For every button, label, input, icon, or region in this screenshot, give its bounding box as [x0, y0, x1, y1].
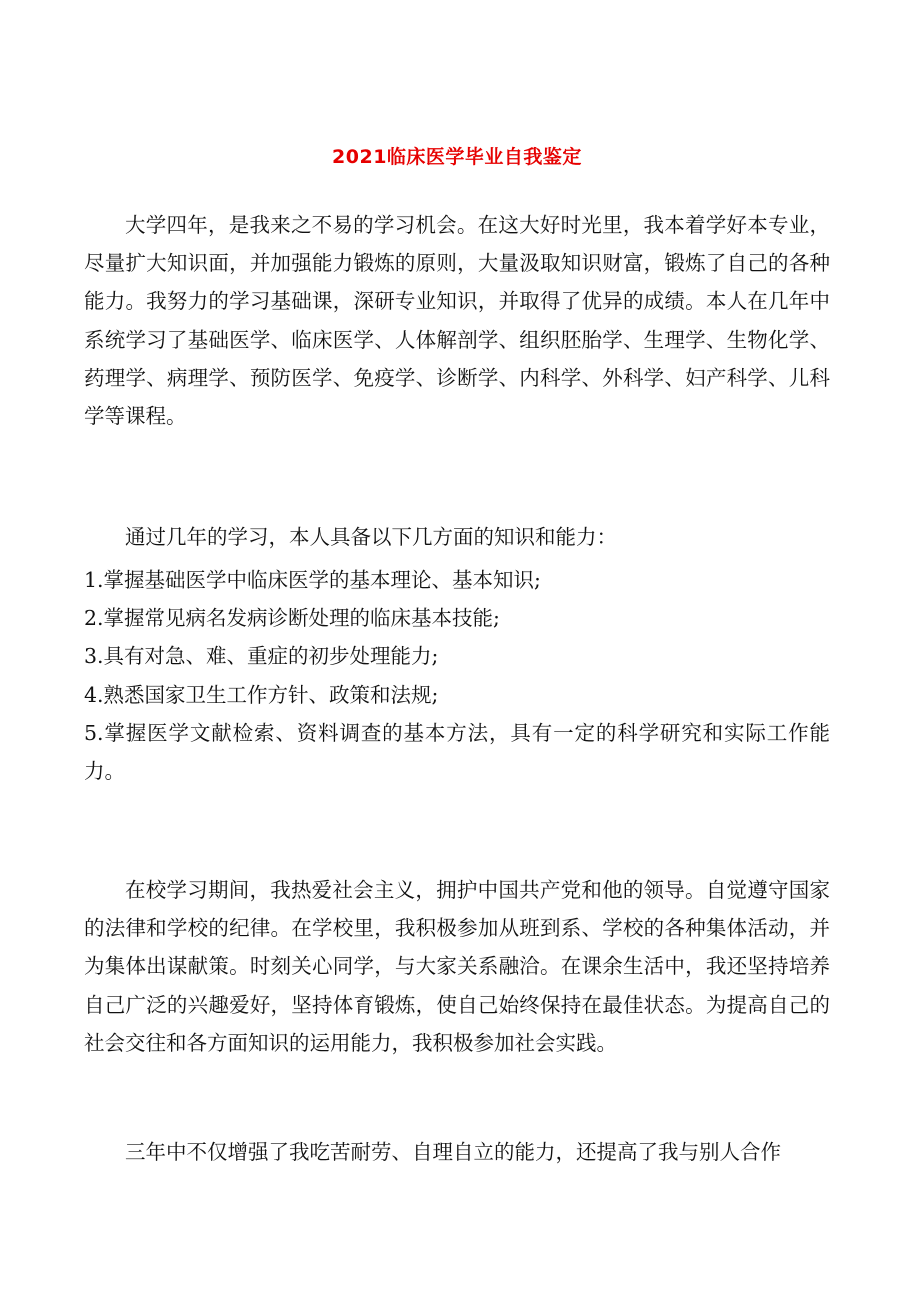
list-item: 3.具有对急、难、重症的初步处理能力; [84, 644, 439, 669]
document-title: 2021临床医学毕业自我鉴定 [332, 146, 582, 168]
paragraph-intro: 大学四年，是我来之不易的学习机会。在这大好时光里，我本着学好本专业，尽量扩大知识面，并加强能力锻炼的原则，大量汲取知识财富，锻炼了自己的各种能力。我努力的学习基础课，深研专业知识，并取得了优异的成绩。本人在几年中系统学习了基础医学、临床医学、人体解剖学、组织胚胎学、生理学、生物化学、药理学、病理学、预防医学、免疫学、诊断学、内科学、外科学、妇产科学、儿科学等课程。 [84, 213, 830, 429]
list-item: 2.掌握常见病名发病诊断处理的临床基本技能; [84, 606, 500, 631]
paragraph-campus: 在校学习期间，我热爱社会主义，拥护中国共产党和他的领导。自觉遵守国家的法律和学校的纪律。在学校里，我积极参加从班到系、学校的各种集体活动，并为集体出谋献策。时刻关心同学，与大家关系融洽。在课余生活中，我还坚持培养自己广泛的兴趣爱好，坚持体育锻炼，使自己始终保持在最佳状态。为提高自己的社会交往和各方面知识的运用能力，我积极参加社会实践。 [84, 878, 830, 1055]
paragraph-growth: 三年中不仅增强了我吃苦耐劳、自理自立的能力，还提高了我与别人合作 [125, 1140, 781, 1164]
list-item: 1.掌握基础医学中临床医学的基本理论、基本知识; [84, 568, 541, 592]
list-item: 4.熟悉国家卫生工作方针、政策和法规; [84, 682, 439, 707]
list-item: 5.掌握医学文献检索、资料调查的基本方法，具有一定的科学研究和实际工作能力。 [84, 720, 830, 784]
paragraph-abilities-intro: 通过几年的学习，本人具备以下几方面的知识和能力： [125, 525, 617, 549]
abilities-list [84, 561, 830, 790]
